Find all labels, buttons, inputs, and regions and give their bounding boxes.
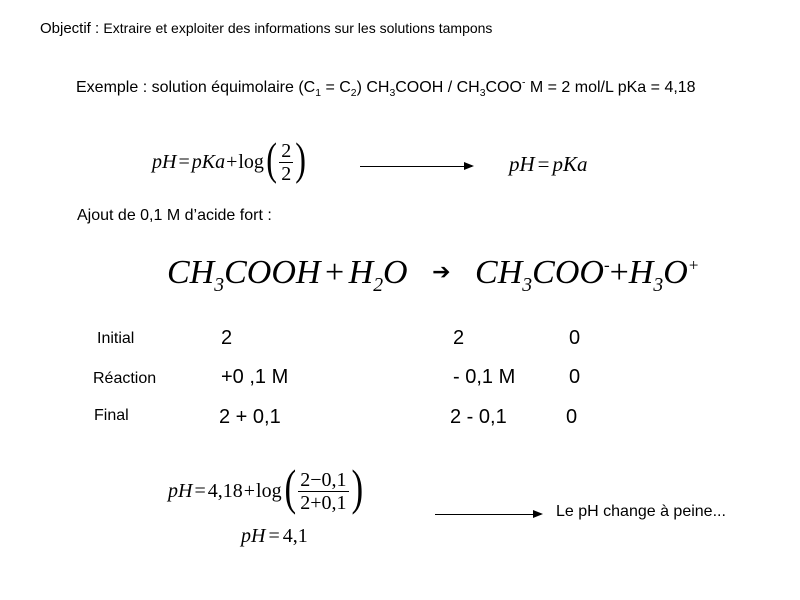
row-label-initial: Initial xyxy=(97,330,135,347)
product-2: H xyxy=(628,254,654,291)
row-label-final: Final xyxy=(94,407,129,424)
formula-equals: = xyxy=(268,525,280,547)
fraction-numerator: 2−0,1 xyxy=(300,468,347,491)
superscript: - xyxy=(603,255,610,275)
formula-ph-equals-pka xyxy=(509,152,588,177)
table-cell: 2 + 0,1 xyxy=(219,406,281,428)
table-cell: 0 xyxy=(566,406,578,428)
reactant-1: CH xyxy=(167,254,215,291)
subscript: 3 xyxy=(522,273,533,296)
table-cell: - 0,1 M xyxy=(453,366,516,388)
left-paren: ( xyxy=(266,132,277,184)
plus-sign: + xyxy=(324,254,345,291)
formula-plus: + xyxy=(226,150,238,173)
product-1: CH xyxy=(475,254,523,291)
fraction xyxy=(279,140,293,185)
formula-ph-calculation xyxy=(168,459,365,523)
subscript: 3 xyxy=(653,273,664,296)
objective-text: Extraire et exploiter des informations sur les solutions tampons xyxy=(103,20,493,36)
example-text: COO xyxy=(485,79,522,96)
acid-addition-text: Ajout de 0,1 M d’acide fort : xyxy=(77,207,272,224)
formula-pka: pKa xyxy=(191,150,226,173)
table-cell: 2 xyxy=(221,327,233,349)
subscript: 3 xyxy=(214,273,225,296)
fraction-denominator: 2+0,1 xyxy=(300,491,347,514)
product-2: O xyxy=(663,254,688,291)
formula-ph: pH xyxy=(241,525,266,547)
conclusion-text: Le pH change à peine... xyxy=(556,503,726,520)
subscript: 3 xyxy=(389,88,396,100)
formula-log: log xyxy=(256,479,282,502)
formula-ph: pH xyxy=(152,150,177,173)
reaction-equation xyxy=(167,254,700,296)
example-text: = C xyxy=(321,79,351,96)
formula-ph: pH xyxy=(509,152,535,176)
superscript: + xyxy=(687,255,700,275)
table-cell: 0 xyxy=(569,366,581,388)
formula-pka: pKa xyxy=(552,152,588,176)
formula-ph: pH xyxy=(168,479,193,502)
row-label-reaction: Réaction xyxy=(93,370,157,387)
plus-sign: + xyxy=(609,254,629,291)
fraction-denominator: 2 xyxy=(281,162,292,185)
fraction xyxy=(298,469,348,514)
reactant-2: O xyxy=(383,254,408,291)
table-cell: 0 xyxy=(569,327,581,349)
fraction-numerator: 2 xyxy=(281,139,292,162)
left-paren: ( xyxy=(284,459,296,515)
formula-log: log xyxy=(238,150,264,173)
example-text: Exemple : solution équimolaire (C xyxy=(76,79,316,96)
objective-line xyxy=(40,20,492,37)
objective-label: Objectif : xyxy=(40,20,100,37)
example-text: M = 2 mol/L pKa = 4,18 xyxy=(525,79,696,96)
table-cell: +0 ,1 M xyxy=(221,366,289,388)
reaction-arrow-icon: ➔ xyxy=(432,259,451,284)
product-1: COO xyxy=(532,254,604,291)
formula-result-value: 4,1 xyxy=(282,525,308,547)
example-line xyxy=(76,77,696,100)
formula-plus: + xyxy=(243,479,256,502)
reactant-1: COOH xyxy=(224,254,321,291)
formula-equals: = xyxy=(194,479,206,502)
subscript: 2 xyxy=(373,273,384,296)
subscript: 1 xyxy=(315,88,321,100)
formula-ph-pka-log xyxy=(152,132,309,192)
right-arrow-icon xyxy=(435,514,541,515)
table-cell: 2 - 0,1 xyxy=(450,406,507,428)
subscript: 3 xyxy=(479,88,486,100)
formula-pka-value: 4,18 xyxy=(207,479,243,502)
table-cell: 2 xyxy=(453,327,465,349)
reactant-2: H xyxy=(348,254,374,291)
right-paren: ) xyxy=(295,132,307,184)
right-arrow-icon xyxy=(360,166,472,167)
example-text: ) CH xyxy=(356,79,390,96)
right-paren: ) xyxy=(351,459,363,515)
superscript: - xyxy=(521,77,526,89)
formula-equals: = xyxy=(537,152,550,176)
subscript: 2 xyxy=(350,88,357,100)
formula-equals: = xyxy=(178,150,190,173)
example-text: COOH / CH xyxy=(395,79,480,96)
formula-ph-result xyxy=(241,525,308,548)
